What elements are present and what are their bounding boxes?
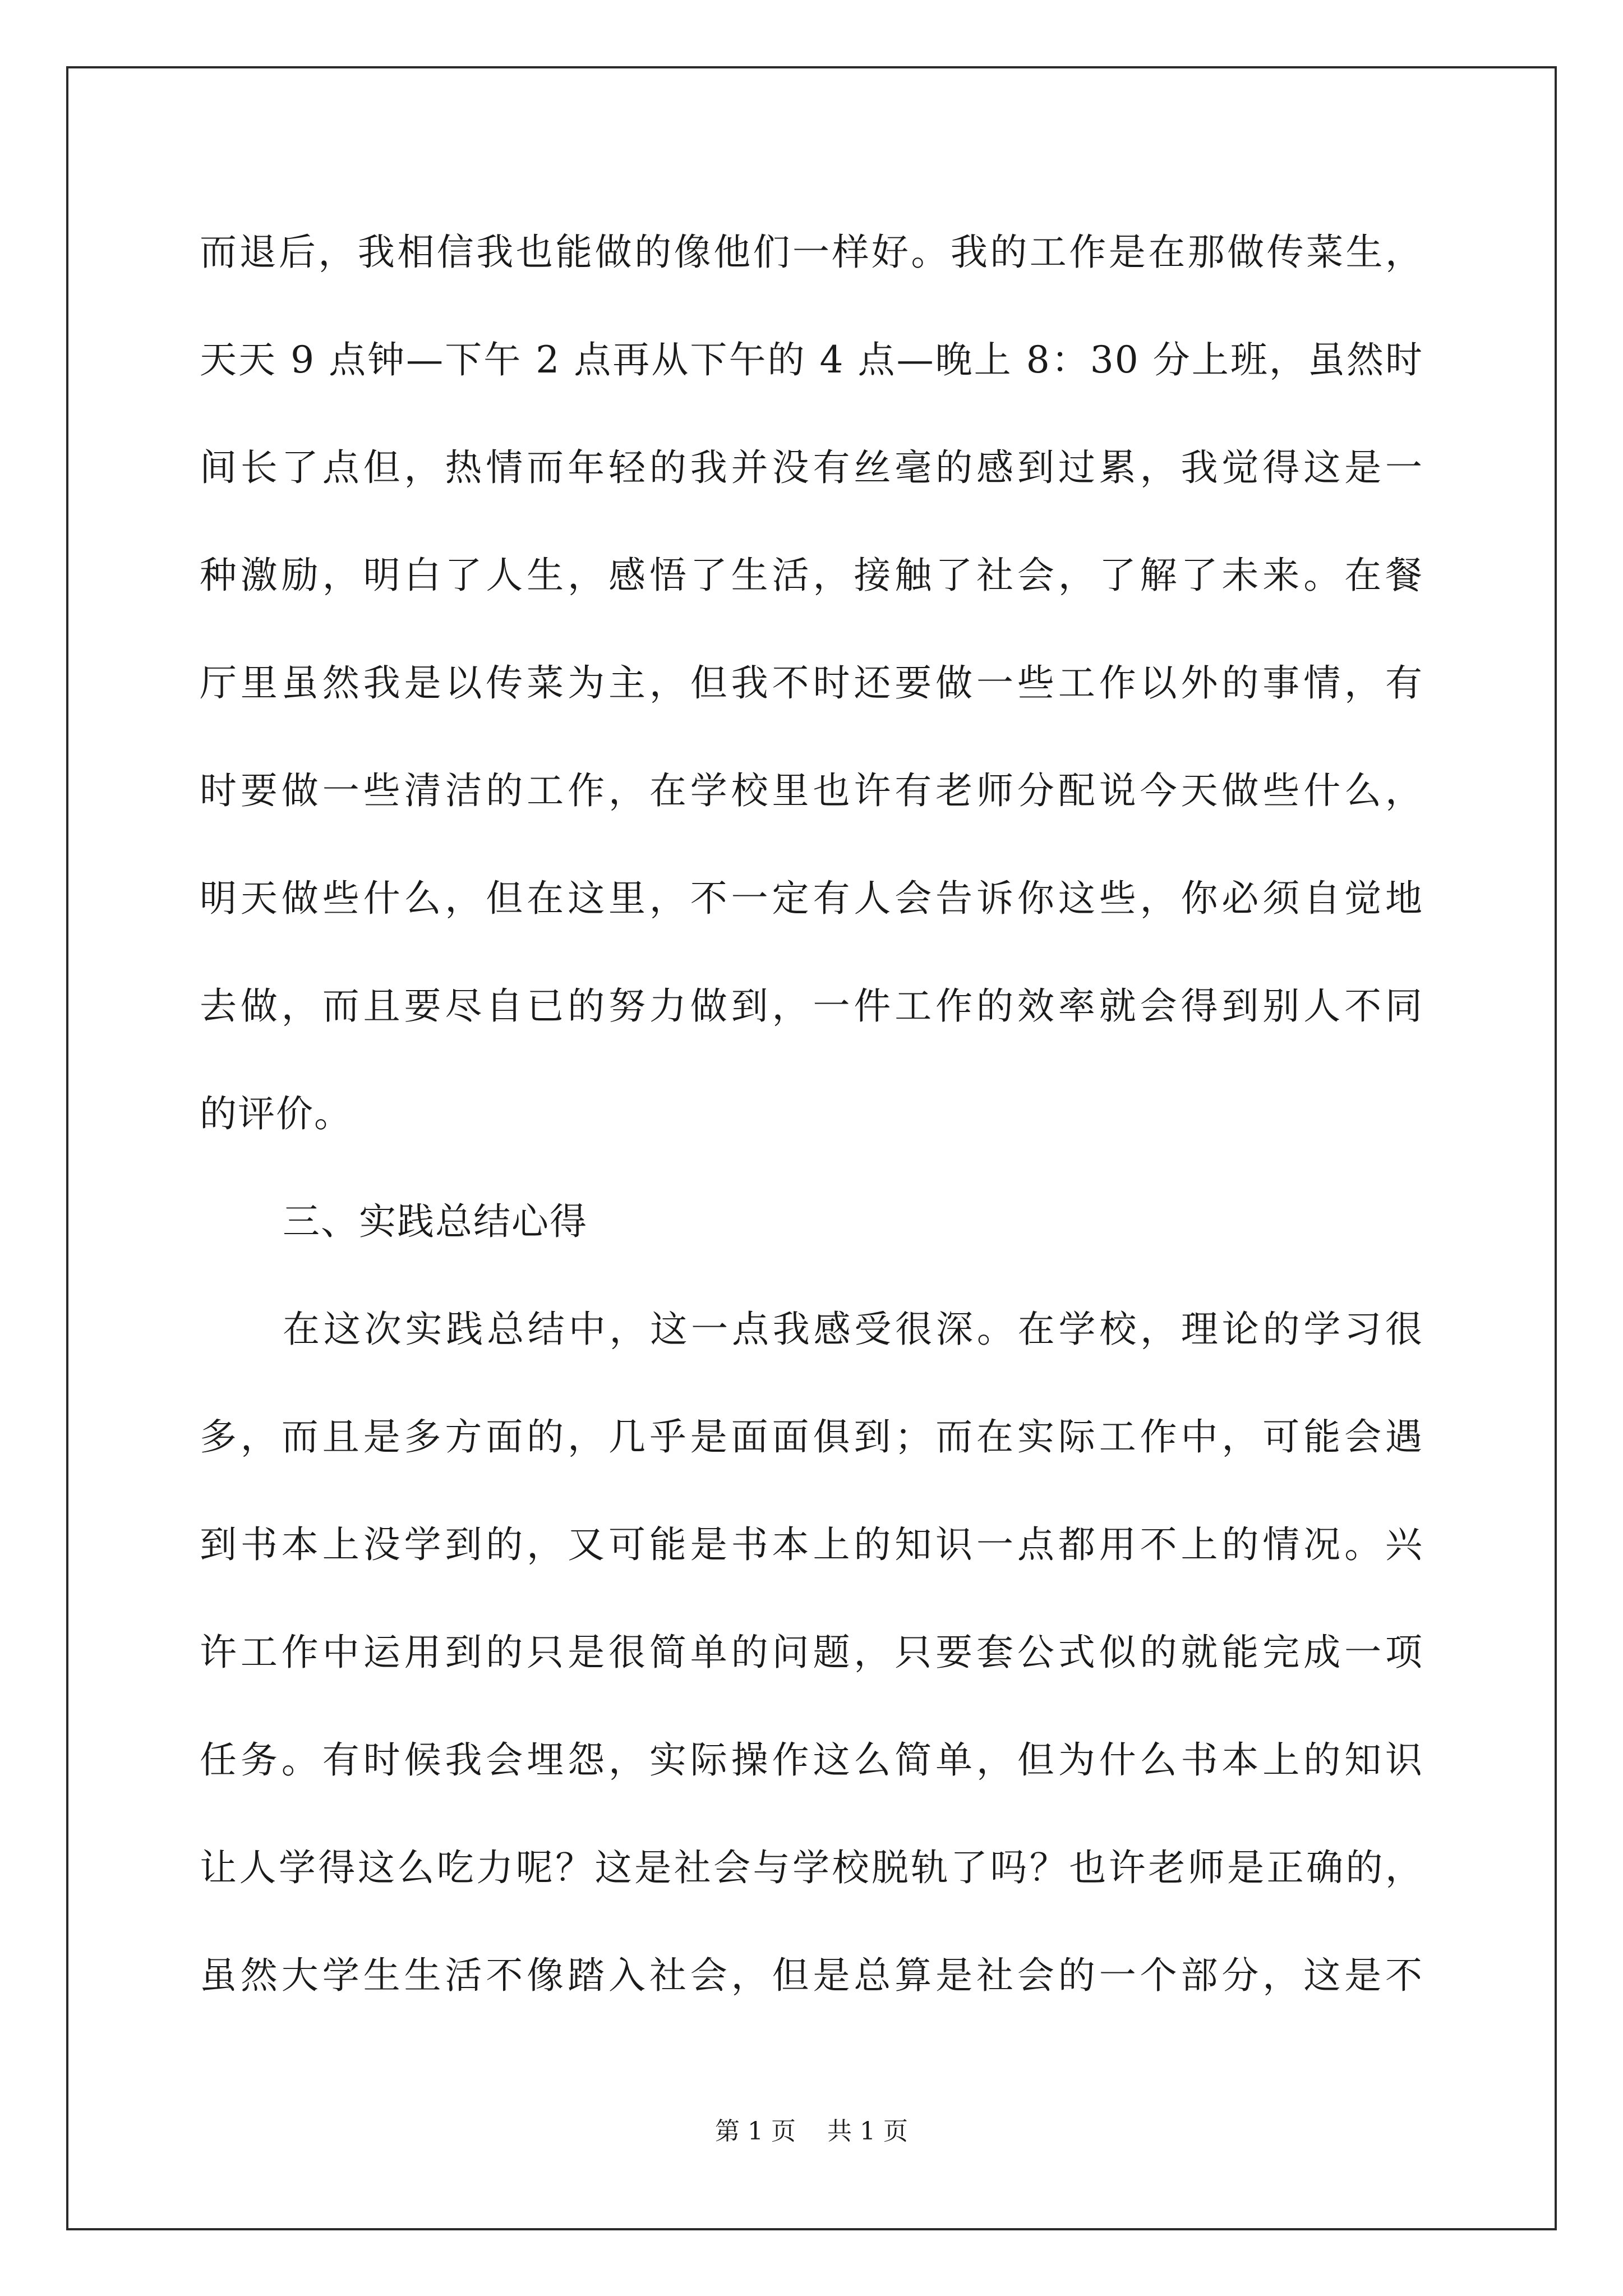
page-border: [66, 66, 1557, 2230]
section-heading: 三、实践总结心得: [283, 1200, 588, 1243]
text-line: 明天做些什么，但在这里，不一定有人会告诉你这些，你必须自觉地: [200, 877, 1423, 920]
text-line: 的评价。: [200, 1092, 352, 1135]
text-line: 种激励，明白了人生，感悟了生活，接触了社会，了解了未来。在餐: [200, 554, 1423, 597]
text-line: 许工作中运用到的只是很简单的问题，只要套公式似的就能完成一项: [200, 1631, 1423, 1674]
text-line: 间长了点但，热情而年轻的我并没有丝毫的感到过累，我觉得这是一: [200, 446, 1423, 489]
text-line: 时要做一些清洁的工作，在学校里也许有老师分配说今天做些什么，: [200, 769, 1423, 812]
text-line: 去做，而且要尽自已的努力做到，一件工作的效率就会得到别人不同: [200, 984, 1423, 1028]
text-line: 在这次实践总结中，这一点我感受很深。在学校，理论的学习很: [283, 1308, 1423, 1351]
text-line: 让人学得这么吃力呢？这是社会与学校脱轨了吗？也许老师是正确的，: [200, 1846, 1423, 1889]
text-line: 任务。有时候我会埋怨，实际操作这么简单，但为什么书本上的知识: [200, 1738, 1423, 1782]
text-line: 虽然大学生生活不像踏入社会，但是总算是社会的一个部分，这是不: [200, 1954, 1423, 1997]
text-line: 而退后，我相信我也能做的像他们一样好。我的工作是在那做传菜生，: [200, 231, 1423, 274]
page-number-total: 共 1 页: [827, 2117, 908, 2146]
page-footer: [0, 2115, 1623, 2148]
text-line: 天天 9 点钟—下午 2 点再从下午的 4 点—晚上 8：30 分上班，虽然时: [200, 338, 1423, 381]
text-line: 厅里虽然我是以传菜为主，但我不时还要做一些工作以外的事情，有: [200, 661, 1423, 705]
text-line: 到书本上没学到的，又可能是书本上的知识一点都用不上的情况。兴: [200, 1523, 1423, 1566]
page-number-current: 第 1 页: [715, 2117, 796, 2146]
text-line: 多，而且是多方面的，几乎是面面俱到；而在实际工作中，可能会遇: [200, 1415, 1423, 1458]
